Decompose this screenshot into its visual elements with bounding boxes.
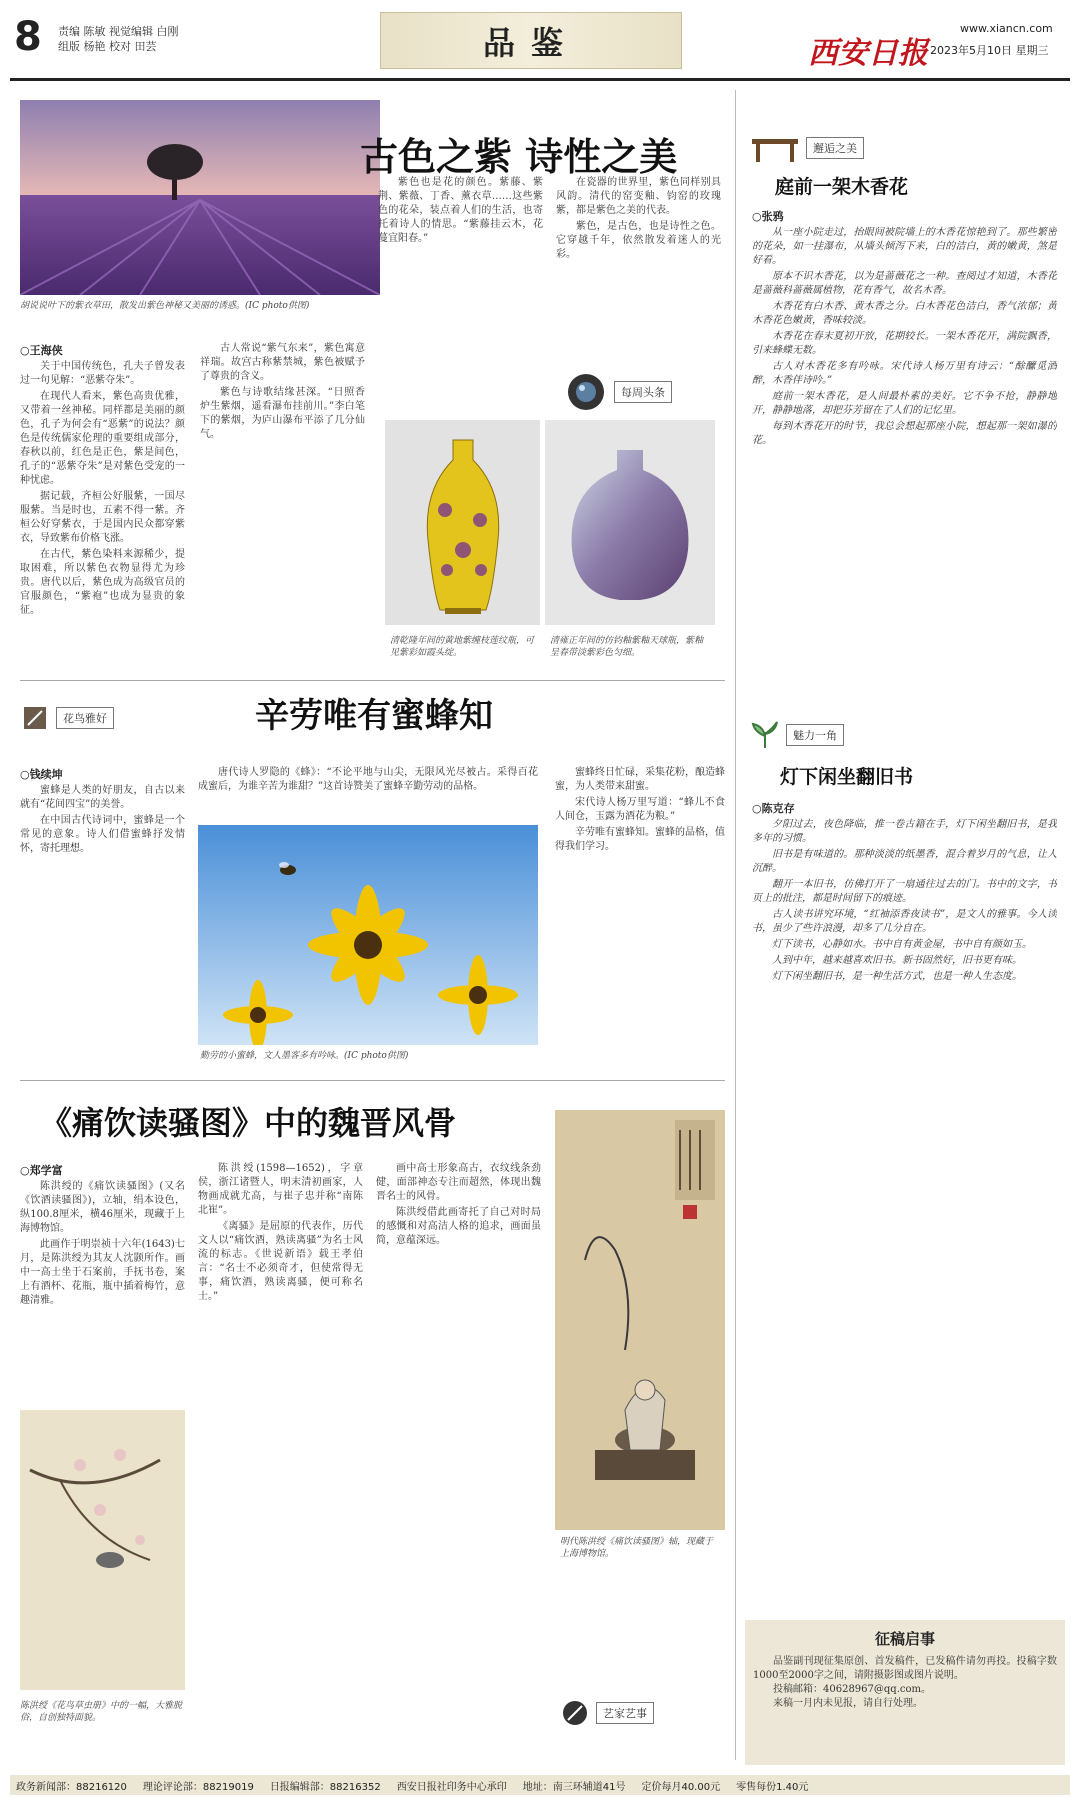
plant-icon: [750, 720, 780, 750]
article4-body: [752, 818, 1057, 1458]
scroll-painting-caption: 明代陈洪绶《痛饮读骚图》轴，现藏于上海博物馆。: [560, 1537, 714, 1559]
credits-line-2: 组版 杨艳 校对 田芸: [58, 40, 157, 53]
notice-email[interactable]: 投稿邮箱：40628967@qq.com。: [773, 1684, 931, 1695]
article5-paragraph: 画中高士形象高古，衣纹线条劲健，面部神态专注而超然，体现出魏晋名士的风骨。: [376, 1163, 541, 1202]
article5-col3: [376, 1162, 541, 1762]
credits-line-1: 责编 陈敏 视觉编辑 白刚: [58, 25, 179, 38]
header-rule: [10, 78, 1070, 81]
article4-author: ○陈克存: [752, 802, 795, 815]
bird-flower-painting: [20, 1410, 185, 1690]
article1-paragraph: 紫色也是花的颜色。紫藤、紫荆、紫薇、丁香、薰衣草……这些紫色的花朵，装点着人们的生活，也寄托着诗人的情思。“紫藤挂云木，花蔓宜阳春。”: [378, 177, 543, 244]
right-column-divider: [735, 90, 736, 1760]
footer-monthly-price: 定价每月40.00元: [641, 1781, 721, 1793]
article2-paragraph: 每到木香花开的时节，我总会想起那座小院，想起那一架如瀑的花。: [752, 421, 1057, 446]
article4-paragraph: 翻开一本旧书，仿佛打开了一扇通往过去的门。书中的文字，书页上的批注，都是时间留下的痕迹。: [752, 879, 1057, 904]
camera-lens-icon: [566, 372, 606, 412]
charm-tag-label: 魅力一角: [786, 724, 844, 746]
article1-paragraph: 在瓷器的世界里，紫色同样别具风韵。清代的窑变釉、钧窑的玫瑰紫，都是紫色之美的代表。: [556, 177, 721, 216]
article3-paragraph: 唐代诗人罗隐的《蜂》：“不论平地与山尖，无限风光尽被占。采得百花成蜜后，为谁辛苦为谁甜？”这首诗赞美了蜜蜂辛勤劳动的品格。: [198, 767, 538, 792]
article5-title: 《痛饮读骚图》中的魏晋风骨: [40, 1104, 457, 1142]
article2-paragraph: 庭前一架木香花，是人间最朴素的美好。它不争不抢，静静地开，静静地落，却把芬芳留在了人们的记忆里。: [752, 391, 1057, 416]
article1-paragraph: 紫色，是古色，也是诗性之色。它穿越千年，依然散发着迷人的光彩。: [556, 221, 721, 260]
article2-title: 庭前一架木香花: [775, 176, 909, 198]
photo-column-tag: [566, 372, 716, 412]
article3-col3: [555, 766, 725, 1056]
footer-printer: 西安日报社印务中心承印: [396, 1781, 507, 1793]
lavender-photo-graphic: [20, 100, 380, 295]
article1-col1: [20, 360, 185, 755]
lavender-field-photo: [20, 100, 380, 295]
article3-paragraph: 辛劳唯有蜜蜂知。蜜蜂的品格，值得我们学习。: [555, 827, 725, 852]
article3-col2: [198, 766, 538, 822]
flower-bird-tag-label: 花鸟雅好: [56, 707, 114, 729]
art-tag: [560, 1695, 720, 1731]
article1-col4: [556, 176, 721, 366]
article4-title: 灯下闲坐翻旧书: [780, 766, 914, 788]
footer-politics-dept: 政务新闻部：88216120: [16, 1781, 127, 1793]
footer-address: 地址：南三环辅道41号: [522, 1781, 626, 1793]
section-title: 品鉴: [482, 23, 579, 62]
article5-paragraph: 陈洪绶借此画寄托了自己对时局的感慨和对高洁人格的追求，画面虽简，意蕴深远。: [376, 1207, 541, 1246]
section-banner: [380, 12, 682, 69]
notice-note: 来稿一月内未见报，请自行处理。: [773, 1698, 923, 1709]
newspaper-logo: 西安日报: [808, 36, 928, 71]
purple-vase-graphic: [545, 420, 715, 625]
article5-paragraph: 《离骚》是屈原的代表作，历代文人以“痛饮酒，熟读离骚”为名士风流的标志。《世说新语》载王孝伯言：“名士不必须奇才，但使常得无事，痛饮酒，熟读离骚，便可称名士。”: [198, 1221, 363, 1302]
lavender-caption: 胡说说叶下的紫衣草田，散发出紫色神秘又美丽的诱惑。(IC photo供图): [20, 301, 310, 311]
article3-paragraph: 在中国古代诗词中，蜜蜂是一个常见的意象。诗人们借蜜蜂抒发情怀，寄托理想。: [20, 815, 185, 854]
article4-paragraph: 人到中年，越来越喜欢旧书。新书固然好，旧书更有味。: [772, 955, 1022, 966]
footer-retail-price: 零售每份1.40元: [736, 1781, 809, 1793]
photo-tag-label: 每周头条: [614, 381, 672, 403]
bird-painting-graphic: [20, 1410, 185, 1690]
purple-vase-caption: 清雍正年间的仿钧釉紫釉天球瓶，紫釉呈春带淡紫彩色匀细。: [550, 636, 704, 658]
article4-paragraph: 古人读书讲究环境，“红袖添香夜读书”，是文人的雅事。今人读书，虽少了些许浪漫，却多了几分自在。: [752, 909, 1057, 934]
article2-paragraph: 古人对木香花多有吟咏。宋代诗人杨万里有诗云：“酴醿觅酒醉，木香伴诗吟。”: [752, 361, 1057, 386]
article1-col3: [378, 176, 543, 416]
article4-paragraph: 旧书是有味道的。那种淡淡的纸墨香，混合着岁月的气息，让人沉醉。: [752, 849, 1057, 874]
article1-paragraph: 在现代人看来，紫色高贵优雅，又带着一丝神秘。同样都是美丽的颜色，孔子为何会有“恶紫”的说法？颜色是传统儒家伦理的重要组成部分，春秋以前，红色是正色，紫是间色，孔子的“恶紫夺朱”是对紫色受宠的一种忧虑。: [20, 391, 185, 486]
issue-date: 2023年5月10日 星期三: [930, 44, 1049, 57]
garden-tag: [750, 130, 900, 166]
article3-title: 辛劳唯有蜜蜂知: [255, 696, 493, 736]
article1-author: ○王海侠: [20, 344, 63, 357]
article2-paragraph: 原本不识木香花，以为是蔷薇花之一种。查阅过才知道，木香花是蔷薇科蔷薇属植物，花有香气，故名木香。: [752, 271, 1057, 296]
yellow-vase-caption: 清乾隆年间的黄地紫缠枝莲纹瓶，可见紫彩如霞头绽。: [390, 636, 535, 658]
yellow-vase-graphic: [385, 420, 540, 625]
article2-body: [752, 226, 1057, 606]
article3-paragraph: 蜜蜂是人类的好朋友，自古以来就有“花间四宝”的美誉。: [20, 785, 185, 810]
article2-author: ○张鸦: [752, 210, 784, 223]
footer-editorial-dept: 日报编辑部：88216352: [269, 1781, 381, 1793]
page-number: 8: [14, 14, 42, 60]
charm-tag: [750, 718, 900, 752]
notice-body: 品鉴副刊现征集原创、首发稿件，已发稿件请勿再投。投稿字数1000至2000字之间，请附摄影图或图片说明。: [753, 1656, 1057, 1681]
article4-paragraph: 灯下读书，心静如水。书中自有黄金屋，书中自有颜如玉。: [772, 939, 1032, 950]
bird-painting-caption: 陈洪绶《花鸟草虫册》中的一幅，大雅脱俗，自创独特面貌。: [20, 1701, 183, 1723]
article5-paragraph: 此画作于明崇祯十六年(1643)七月，是陈洪绶为其友人沈颢所作。画中一高士坐于石案前，手抚书卷，案上有酒杯、花瓶，瓶中插着梅竹，意趣清雅。: [20, 1239, 185, 1306]
yellow-vase-photo: [385, 420, 540, 625]
article2-paragraph: 从一座小院走过，抬眼间被院墙上的木香花惊艳到了。那些繁密的花朵，如一挂瀑布，从墙头倾泻下来，白的洁白，黄的嫩黄，煞是好看。: [752, 227, 1057, 266]
garden-tag-label: 邂逅之美: [806, 137, 864, 159]
sunflower-bee-photo: [198, 825, 538, 1045]
footer-bar: [10, 1775, 1070, 1795]
article5-col1: [20, 1180, 185, 1400]
article5-paragraph: 陈洪绶(1598—1652)，字章侯，浙江诸暨人，明末清初画家，人物画成就尤高，与崔子忠并称“南陈北崔”。: [198, 1163, 363, 1216]
purple-vase-photo: [545, 420, 715, 625]
section-divider-2: [20, 1080, 725, 1081]
article1-paragraph: 关于中国传统色，孔夫子曾发表过一句见解：“恶紫夺朱”。: [20, 361, 185, 386]
article3-paragraph: 蜜蜂终日忙碌，采集花粉，酿造蜂蜜，为人类带来甜蜜。: [555, 767, 725, 792]
article2-paragraph: 木香花有白木香、黄木香之分。白木香花色洁白，香气浓郁；黄木香花色嫩黄，香味较淡。: [752, 301, 1057, 326]
section-divider-1: [20, 680, 725, 681]
notice-title: 征稿启事: [874, 1630, 935, 1648]
art-tag-label: 艺家艺事: [596, 1702, 654, 1724]
article4-paragraph: 夕阳过去，夜色降临，推一卷古籍在手，灯下闲坐翻旧书，是我多年的习惯。: [752, 819, 1057, 844]
article3-paragraph: 宋代诗人杨万里写道：“蜂儿不食人间仓，玉露为酒花为粮。”: [555, 797, 725, 822]
ink-brush-icon: [560, 1698, 590, 1728]
article3-author: ○钱续坤: [20, 768, 63, 781]
article4-paragraph: 灯下闲坐翻旧书，是一种生活方式，也是一种人生态度。: [772, 971, 1022, 982]
flower-bird-tag: [20, 700, 180, 736]
scroll-painting-graphic: [555, 1110, 725, 1530]
drinking-reading-painting: [555, 1110, 725, 1530]
article5-col2: [198, 1162, 363, 1762]
submission-notice: [745, 1620, 1065, 1765]
article5-author: ○郑学富: [20, 1164, 63, 1177]
article1-paragraph: 在古代，紫色染料来源稀少，提取困难，所以紫色衣物显得尤为珍贵。唐代以后，紫色成为高级官员的官服颜色，“紫袍”也成为显贵的象征。: [20, 549, 185, 616]
article2-paragraph: 木香花在春末夏初开放，花期较长。一架木香花开，满院飘香，引来蜂蝶无数。: [752, 331, 1057, 356]
article1-title: 古色之紫 诗性之美: [360, 134, 678, 179]
site-url[interactable]: www.xiancn.com: [960, 22, 1053, 35]
footer-theory-dept: 理论评论部：88219019: [142, 1781, 254, 1793]
table-icon: [750, 133, 800, 163]
article3-col1: [20, 784, 185, 1039]
article1-paragraph: 古人常说“紫气东来”，紫色寓意祥瑞。故宫古称紫禁城，紫色被赋予了尊贵的含义。: [200, 343, 365, 382]
article1-paragraph: 据记载，齐桓公好服紫，一国尽服紫。当是时也，五素不得一紫。齐桓公好穿紫衣，于是国内民众都穿紫衣，导致紫布价格飞涨。: [20, 491, 185, 544]
article1-paragraph: 紫色与诗歌结缘甚深。“日照香炉生紫烟，遥看瀑布挂前川。”李白笔下的紫烟，为庐山瀑布平添了几分仙气。: [200, 387, 365, 440]
sunflower-caption: 勤劳的小蜜蜂，文人墨客多有吟咏。(IC photo供图): [200, 1051, 409, 1061]
editor-credits: [58, 24, 179, 54]
sunflower-photo-graphic: [198, 825, 538, 1045]
brush-icon: [20, 703, 50, 733]
article5-paragraph: 陈洪绶的《痛饮读骚图》(又名《饮酒读骚图》)，立轴，绢本设色，纵100.8厘米，横46厘米，现藏于上海博物馆。: [20, 1181, 185, 1234]
